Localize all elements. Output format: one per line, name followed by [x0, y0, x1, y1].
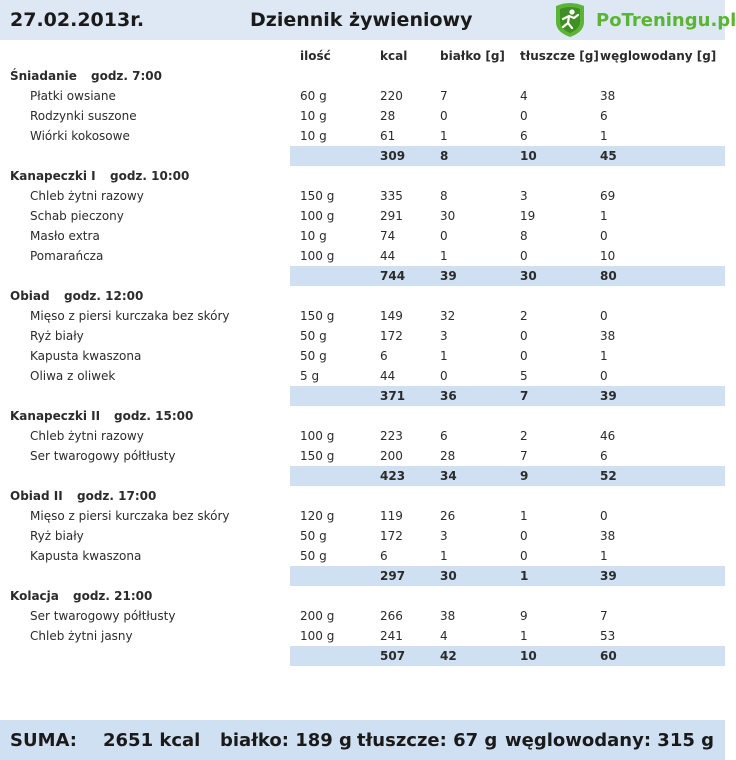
col-fat: tłuszcze [g] — [520, 49, 599, 63]
total-protein: 30 — [440, 569, 457, 583]
food-name: Pomarańcza — [30, 249, 104, 263]
food-fat: 6 — [520, 129, 528, 143]
food-carbs: 6 — [600, 109, 608, 123]
summary-carbs: węglowodany: 315 g — [505, 730, 715, 751]
summary-kcal: 2651 kcal — [103, 730, 201, 751]
meal-header — [0, 66, 725, 86]
food-kcal: 223 — [380, 429, 403, 443]
food-protein: 1 — [440, 349, 448, 363]
food-name: Kapusta kwaszona — [30, 549, 142, 563]
food-name: Rodzynki suszone — [30, 109, 137, 123]
food-qty: 150 g — [300, 309, 335, 323]
total-carbs: 39 — [600, 389, 617, 403]
total-protein: 36 — [440, 389, 457, 403]
food-name: Masło extra — [30, 229, 100, 243]
food-name: Ser twarogowy półtłusty — [30, 449, 176, 463]
meal-header — [0, 406, 725, 426]
food-kcal: 6 — [380, 349, 388, 363]
food-kcal: 44 — [380, 369, 396, 383]
food-qty: 10 g — [300, 109, 327, 123]
total-fat: 10 — [520, 149, 537, 163]
food-carbs: 0 — [600, 509, 608, 523]
meal-time: godz. 17:00 — [77, 489, 157, 503]
total-carbs: 52 — [600, 469, 617, 483]
food-row — [0, 226, 725, 246]
food-carbs: 7 — [600, 609, 608, 623]
food-row — [0, 626, 725, 646]
food-protein: 26 — [440, 509, 456, 523]
food-name: Oliwa z oliwek — [30, 369, 116, 383]
meal-header — [0, 586, 725, 606]
food-row — [0, 366, 725, 386]
total-kcal: 297 — [380, 569, 406, 583]
meal-total-row — [0, 386, 725, 406]
food-name: Ser twarogowy półtłusty — [30, 609, 176, 623]
meal-name: Kanapeczki II — [10, 409, 101, 423]
food-fat: 1 — [520, 629, 528, 643]
food-row — [0, 346, 725, 366]
food-kcal: 172 — [380, 329, 403, 343]
total-protein: 42 — [440, 649, 457, 663]
food-kcal: 220 — [380, 89, 403, 103]
total-fat: 10 — [520, 649, 537, 663]
food-carbs: 69 — [600, 189, 616, 203]
meal-time: godz. 12:00 — [64, 289, 144, 303]
food-row — [0, 426, 725, 446]
food-kcal: 61 — [380, 129, 396, 143]
food-protein: 1 — [440, 249, 448, 263]
potreningu-logo[interactable] — [548, 2, 736, 38]
food-fat: 19 — [520, 209, 536, 223]
food-kcal: 291 — [380, 209, 403, 223]
daily-summary-bar — [0, 720, 725, 760]
food-fat: 0 — [520, 529, 528, 543]
food-fat: 2 — [520, 309, 528, 323]
total-fat: 7 — [520, 389, 529, 403]
food-kcal: 44 — [380, 249, 396, 263]
food-row — [0, 206, 725, 226]
food-qty: 10 g — [300, 129, 327, 143]
meal-name: Obiad II — [10, 489, 63, 503]
total-fat: 9 — [520, 469, 529, 483]
total-protein: 39 — [440, 269, 457, 283]
food-qty: 50 g — [300, 549, 327, 563]
food-kcal: 119 — [380, 509, 403, 523]
food-qty: 50 g — [300, 349, 327, 363]
food-kcal: 200 — [380, 449, 403, 463]
meal-header — [0, 486, 725, 506]
col-protein: białko [g] — [440, 49, 505, 63]
food-name: Kapusta kwaszona — [30, 349, 142, 363]
food-carbs: 0 — [600, 229, 608, 243]
food-qty: 200 g — [300, 609, 335, 623]
food-carbs: 0 — [600, 309, 608, 323]
food-kcal: 74 — [380, 229, 396, 243]
food-fat: 0 — [520, 549, 528, 563]
logo-wordmark — [596, 10, 736, 31]
food-carbs: 1 — [600, 209, 608, 223]
food-protein: 38 — [440, 609, 456, 623]
meal-time: godz. 21:00 — [73, 589, 153, 603]
food-carbs: 6 — [600, 449, 608, 463]
food-carbs: 46 — [600, 429, 616, 443]
food-name: Ryż biały — [30, 329, 84, 343]
food-carbs: 1 — [600, 349, 608, 363]
meal-header — [0, 166, 725, 186]
food-fat: 4 — [520, 89, 528, 103]
food-protein: 0 — [440, 369, 448, 383]
meal-total-row — [0, 646, 725, 666]
food-protein: 32 — [440, 309, 456, 323]
food-qty: 60 g — [300, 89, 327, 103]
food-qty: 100 g — [300, 209, 335, 223]
summary-label: SUMA: — [10, 730, 77, 751]
food-name: Wiórki kokosowe — [30, 129, 130, 143]
food-protein: 8 — [440, 189, 448, 203]
food-fat: 3 — [520, 189, 528, 203]
food-name: Chleb żytni jasny — [30, 629, 133, 643]
food-protein: 0 — [440, 229, 448, 243]
food-carbs: 38 — [600, 329, 616, 343]
total-kcal: 744 — [380, 269, 406, 283]
food-qty: 10 g — [300, 229, 327, 243]
meal-total-row — [0, 266, 725, 286]
food-row — [0, 446, 725, 466]
col-qty: ilość — [300, 49, 331, 63]
food-fat: 9 — [520, 609, 528, 623]
food-name: Schab pieczony — [30, 209, 124, 223]
food-fat: 2 — [520, 429, 528, 443]
food-name: Mięso z piersi kurczaka bez skóry — [30, 309, 230, 323]
logo-name: PoTreningu — [596, 10, 711, 31]
food-name: Chleb żytni razowy — [30, 189, 144, 203]
food-kcal: 266 — [380, 609, 403, 623]
food-row — [0, 526, 725, 546]
food-fat: 1 — [520, 509, 528, 523]
header-bar — [0, 0, 736, 40]
total-protein: 8 — [440, 149, 449, 163]
food-row — [0, 326, 725, 346]
food-qty: 100 g — [300, 629, 335, 643]
food-fat: 0 — [520, 249, 528, 263]
meal-total-row — [0, 466, 725, 486]
food-fat: 7 — [520, 449, 528, 463]
column-headers — [0, 49, 725, 65]
food-row — [0, 86, 725, 106]
food-carbs: 10 — [600, 249, 616, 263]
summary-protein: białko: 189 g — [220, 730, 352, 751]
food-carbs: 53 — [600, 629, 616, 643]
food-qty: 5 g — [300, 369, 320, 383]
food-protein: 7 — [440, 89, 448, 103]
total-kcal: 423 — [380, 469, 406, 483]
food-carbs: 38 — [600, 89, 616, 103]
food-name: Ryż biały — [30, 529, 84, 543]
food-fat: 0 — [520, 329, 528, 343]
food-protein: 6 — [440, 429, 448, 443]
meal-header — [0, 286, 725, 306]
food-carbs: 1 — [600, 129, 608, 143]
food-row — [0, 186, 725, 206]
meal-time: godz. 10:00 — [110, 169, 190, 183]
total-carbs: 45 — [600, 149, 617, 163]
meal-total-row — [0, 146, 725, 166]
food-carbs: 38 — [600, 529, 616, 543]
food-row — [0, 606, 725, 626]
food-carbs: 0 — [600, 369, 608, 383]
food-fat: 0 — [520, 109, 528, 123]
col-carbs: węglowodany [g] — [600, 49, 717, 63]
food-kcal: 149 — [380, 309, 403, 323]
food-kcal: 335 — [380, 189, 403, 203]
total-kcal: 507 — [380, 649, 406, 663]
food-qty: 120 g — [300, 509, 335, 523]
food-protein: 3 — [440, 529, 448, 543]
food-protein: 4 — [440, 629, 448, 643]
summary-fat: tłuszcze: 67 g — [357, 730, 498, 751]
food-protein: 28 — [440, 449, 456, 463]
food-fat: 0 — [520, 349, 528, 363]
meal-name: Śniadanie — [10, 69, 77, 83]
total-carbs: 39 — [600, 569, 617, 583]
food-qty: 150 g — [300, 449, 335, 463]
total-protein: 34 — [440, 469, 457, 483]
meal-time: godz. 15:00 — [114, 409, 194, 423]
food-carbs: 1 — [600, 549, 608, 563]
page-title: Dziennik żywieniowy — [250, 9, 473, 31]
food-kcal: 28 — [380, 109, 396, 123]
meal-name: Kolacja — [10, 589, 59, 603]
col-kcal: kcal — [380, 49, 408, 63]
food-kcal: 6 — [380, 549, 388, 563]
food-kcal: 241 — [380, 629, 403, 643]
food-name: Mięso z piersi kurczaka bez skóry — [30, 509, 230, 523]
meal-total-row — [0, 566, 725, 586]
food-protein: 0 — [440, 109, 448, 123]
food-row — [0, 306, 725, 326]
food-row — [0, 126, 725, 146]
meal-name: Kanapeczki I — [10, 169, 96, 183]
meal-name: Obiad — [10, 289, 50, 303]
total-carbs: 80 — [600, 269, 617, 283]
food-qty: 100 g — [300, 249, 335, 263]
food-kcal: 172 — [380, 529, 403, 543]
food-name: Płatki owsiane — [30, 89, 116, 103]
food-row — [0, 506, 725, 526]
total-kcal: 371 — [380, 389, 406, 403]
food-protein: 30 — [440, 209, 456, 223]
food-fat: 5 — [520, 369, 528, 383]
food-protein: 1 — [440, 549, 448, 563]
food-qty: 100 g — [300, 429, 335, 443]
food-row — [0, 246, 725, 266]
runner-logo-icon — [550, 2, 590, 38]
logo-domain: .pl — [710, 10, 736, 31]
food-qty: 50 g — [300, 529, 327, 543]
food-name: Chleb żytni razowy — [30, 429, 144, 443]
food-fat: 8 — [520, 229, 528, 243]
food-row — [0, 106, 725, 126]
food-qty: 50 g — [300, 329, 327, 343]
food-protein: 1 — [440, 129, 448, 143]
food-protein: 3 — [440, 329, 448, 343]
total-fat: 30 — [520, 269, 537, 283]
food-row — [0, 546, 725, 566]
total-kcal: 309 — [380, 149, 406, 163]
food-qty: 150 g — [300, 189, 335, 203]
total-fat: 1 — [520, 569, 529, 583]
meal-time: godz. 7:00 — [91, 69, 162, 83]
diary-date: 27.02.2013r. — [10, 9, 145, 31]
total-carbs: 60 — [600, 649, 617, 663]
